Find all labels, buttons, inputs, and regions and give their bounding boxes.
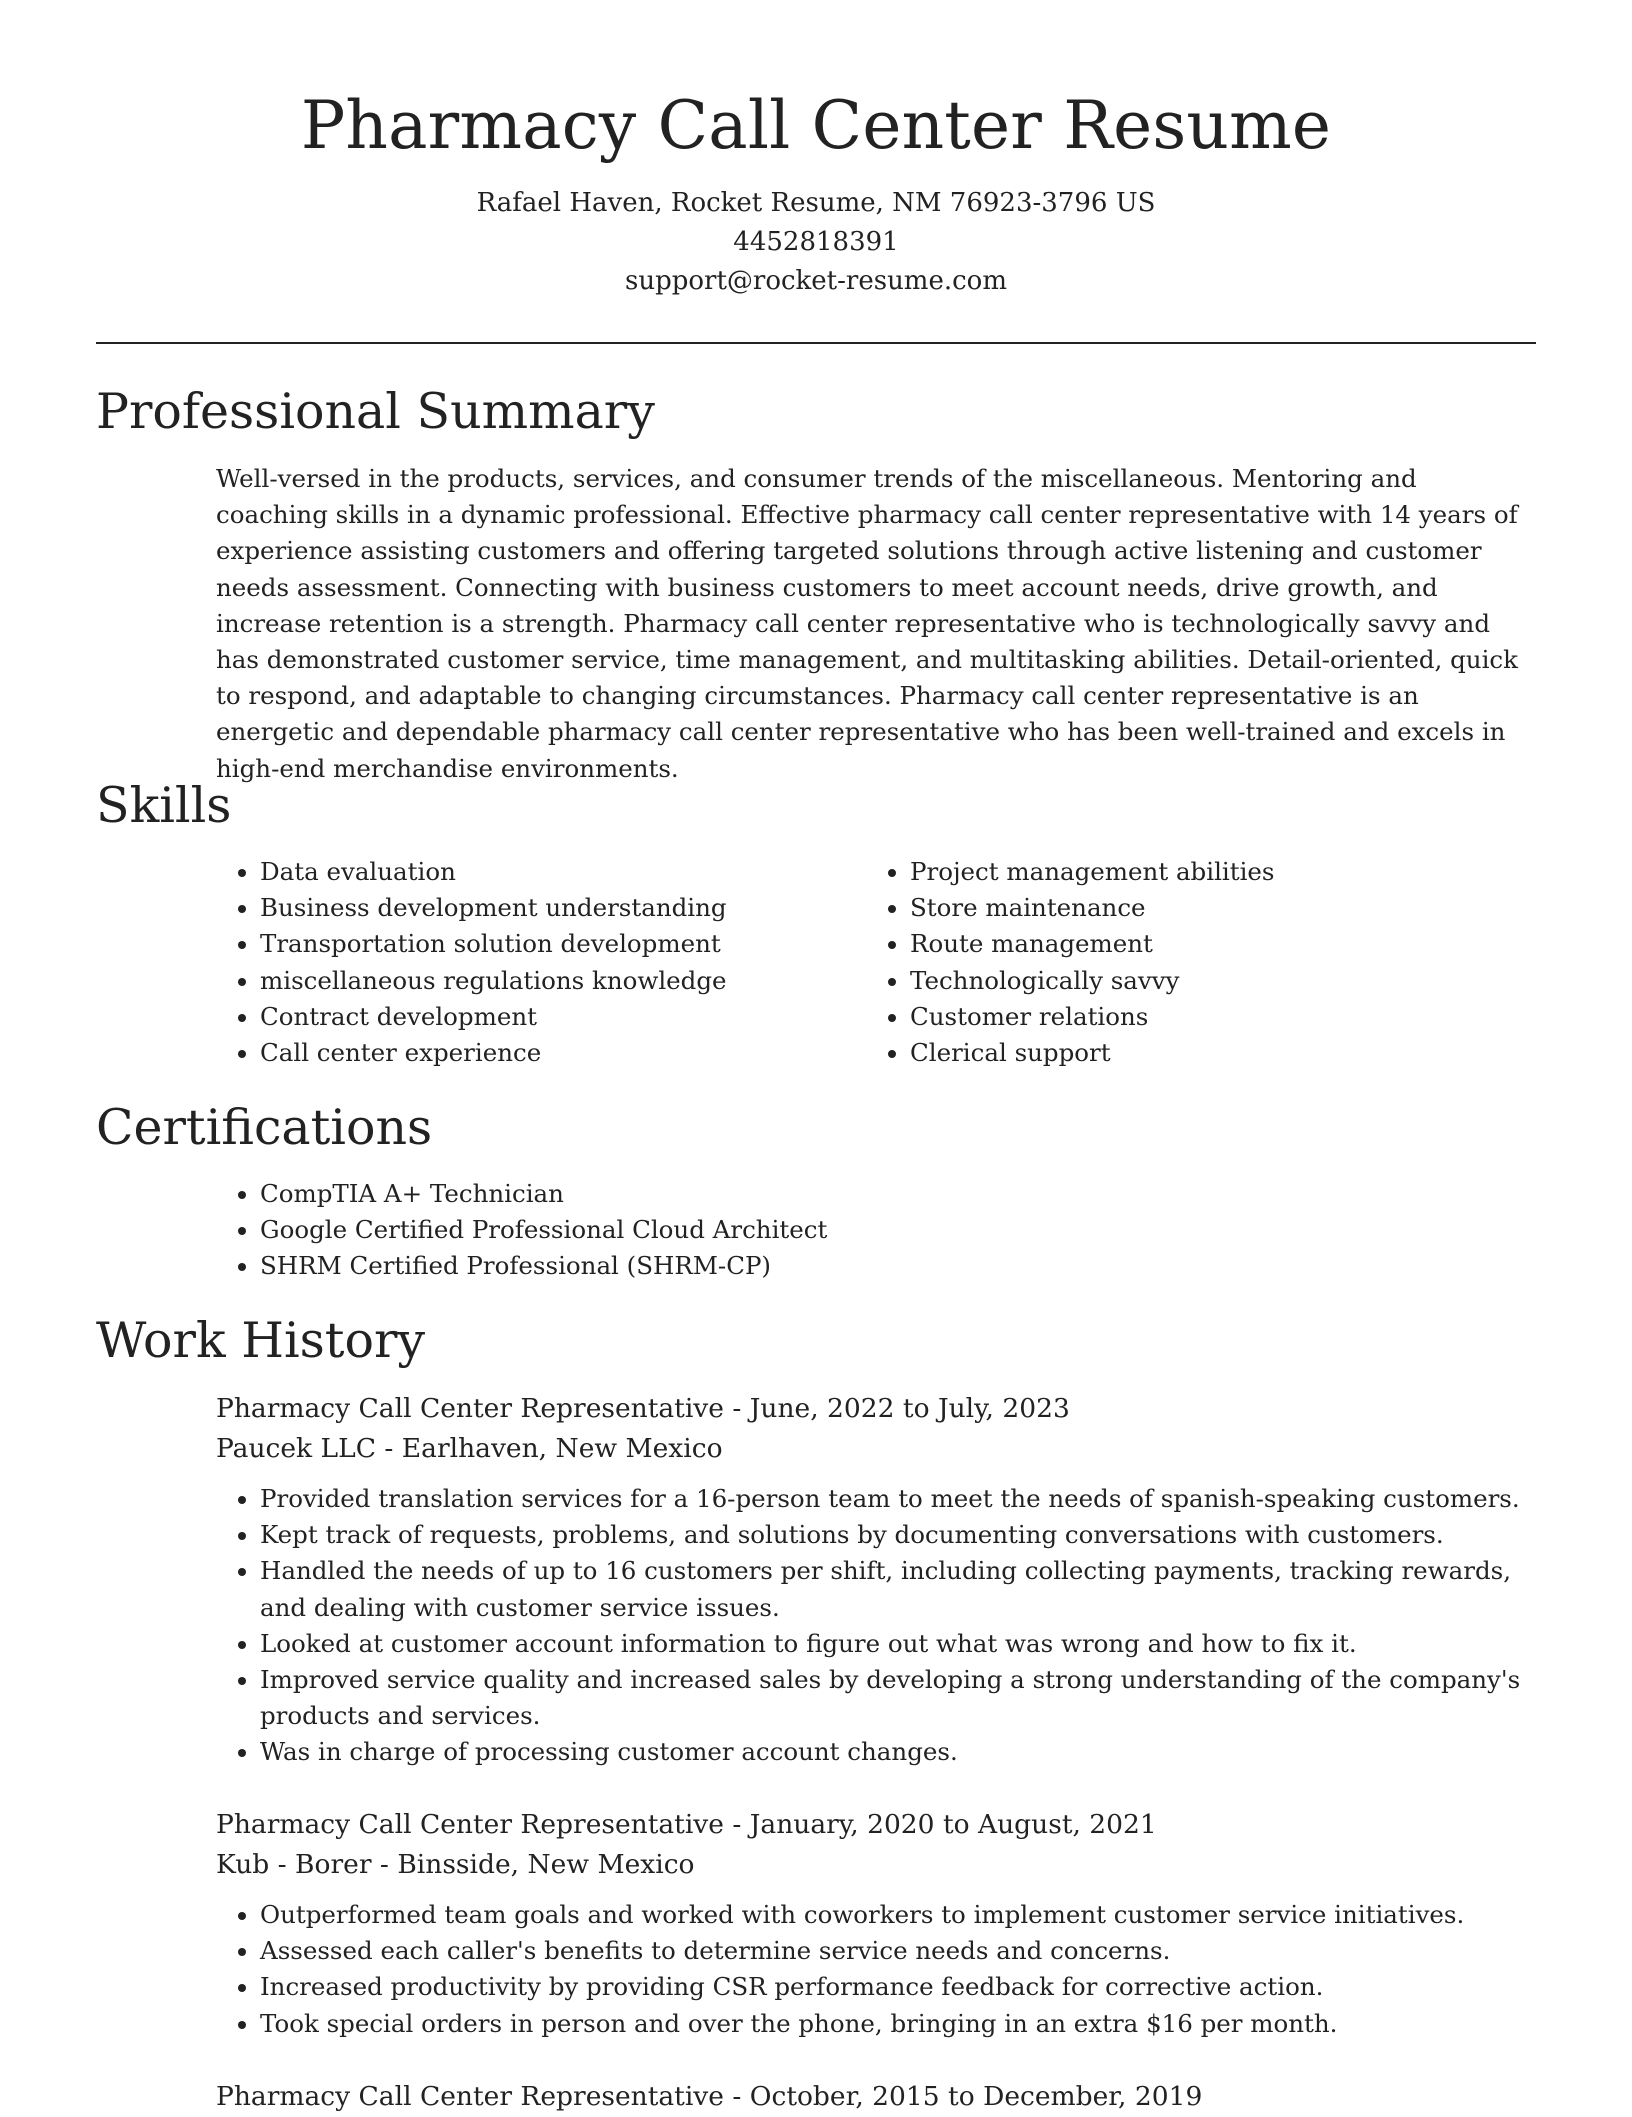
list-item: • CompTIA A+ Technician: [260, 1176, 1536, 1212]
separator: -: [723, 2081, 750, 2112]
contact-address: Rafael Haven, Rocket Resume, NM 76923-3796 US: [476, 188, 1156, 218]
job-title: Pharmacy Call Center Representative: [216, 1393, 724, 1424]
contact-block: [96, 184, 1536, 301]
list-item: • Transportation solution development: [260, 926, 856, 962]
list-item: • Google Certified Professional Cloud Architect: [260, 1212, 1536, 1248]
contact-email[interactable]: support@rocket-resume.com: [624, 266, 1007, 296]
work-history-heading: Work History: [96, 1312, 426, 1369]
job-title: Pharmacy Call Center Representative: [216, 1809, 724, 1840]
list-item: • Handled the needs of up to 16 customers per shift, including collecting payments, tracking rewards, and dealing with customer service issues.: [260, 1553, 1536, 1625]
list-item: • Provided translation services for a 16-person team to meet the needs of spanish-speaking customers.: [260, 1481, 1536, 1517]
list-item: • Route management: [910, 926, 1506, 962]
contact-phone: 4452818391: [733, 227, 899, 257]
certifications-block: [216, 1176, 1536, 1285]
job-title-line: [216, 1805, 1536, 1845]
job-entry: [216, 1805, 1536, 2042]
list-item: • Business development understanding: [260, 890, 856, 926]
job-location: Binsside, New Mexico: [397, 1849, 695, 1880]
list-item: • Increased productivity by providing CSR performance feedback for corrective action.: [260, 1969, 1536, 2005]
list-item: • Technologically savvy: [910, 963, 1506, 999]
job-dates: October, 2015 to December, 2019: [749, 2081, 1203, 2112]
list-item: • SHRM Certified Professional (SHRM-CP): [260, 1248, 1536, 1284]
job-title-line: [216, 2077, 1536, 2117]
skills-list-right: [866, 854, 1506, 1071]
job-company-line: [216, 1845, 1536, 1885]
certifications-list: [216, 1176, 1536, 1285]
list-item: • Clerical support: [910, 1035, 1506, 1071]
separator: -: [375, 1433, 402, 1464]
header-divider: [96, 342, 1536, 344]
job-company-line: [216, 1429, 1536, 1469]
list-item: • Looked at customer account information to figure out what was wrong and how to fix it.: [260, 1626, 1536, 1662]
list-item: • Data evaluation: [260, 854, 856, 890]
certifications-heading: Certifications: [96, 1099, 433, 1156]
list-item: • Took special orders in person and over the phone, bringing in an extra $16 per month.: [260, 2006, 1536, 2042]
separator: -: [723, 1809, 750, 1840]
job-title-line: [216, 1389, 1536, 1429]
job-company: Kub - Borer: [216, 1849, 372, 1880]
job-location: Earlhaven, New Mexico: [401, 1433, 723, 1464]
professional-summary-text: Well-versed in the products, services, and consumer trends of the miscellaneous. Mentoring and coaching skills in a dynamic professional. Effective pharmacy call center representative with 14 years of experience assisting customers and offering targeted solutions through active listening and customer needs assessment. Connecting with business customers to meet account needs, drive growth, and increase retention is a strength. Pharmacy call center representative who is technologically savvy and has demonstrated customer service, time management, and multitasking abilities. Detail-oriented, quick to respond, and adaptable to changing circumstances. Pharmacy call center representative is an energetic and dependable pharmacy call center representative who has been well-trained and excels in high-end merchandise environments.: [216, 464, 1518, 783]
separator: -: [723, 1393, 750, 1424]
resume-header: [96, 82, 1536, 301]
list-item: • Call center experience: [260, 1035, 856, 1071]
skills-list-left: [216, 854, 856, 1071]
job-bullets: [216, 1481, 1536, 1771]
skills-column-left: [216, 854, 856, 1071]
job-entry: [216, 1389, 1536, 1771]
job-bullets: [216, 1897, 1536, 2042]
list-item: • miscellaneous regulations knowledge: [260, 963, 856, 999]
job-dates: June, 2022 to July, 2023: [749, 1393, 1070, 1424]
resume-title: Pharmacy Call Center Resume: [300, 87, 1332, 164]
list-item: • Contract development: [260, 999, 856, 1035]
job-title: Pharmacy Call Center Representative: [216, 2081, 724, 2112]
list-item: • Was in charge of processing customer account changes.: [260, 1734, 1536, 1770]
list-item: • Customer relations: [910, 999, 1506, 1035]
list-item: • Assessed each caller's benefits to determine service needs and concerns.: [260, 1933, 1536, 1969]
list-item: • Kept track of requests, problems, and solutions by documenting conversations with customers.: [260, 1517, 1536, 1553]
job-company: Paucek LLC: [216, 1433, 376, 1464]
list-item: • Project management abilities: [910, 854, 1506, 890]
list-item: • Store maintenance: [910, 890, 1506, 926]
job-entry: [216, 2077, 1536, 2117]
separator: -: [371, 1849, 398, 1880]
list-item: • Outperformed team goals and worked with coworkers to implement customer service initiatives.: [260, 1897, 1536, 1933]
skills-heading: Skills: [96, 777, 232, 834]
professional-summary-heading: Professional Summary: [96, 383, 655, 440]
job-dates: January, 2020 to August, 2021: [749, 1809, 1157, 1840]
skills-column-right: [866, 854, 1506, 1071]
list-item: • Improved service quality and increased sales by developing a strong understanding of the company's products and services.: [260, 1662, 1536, 1734]
